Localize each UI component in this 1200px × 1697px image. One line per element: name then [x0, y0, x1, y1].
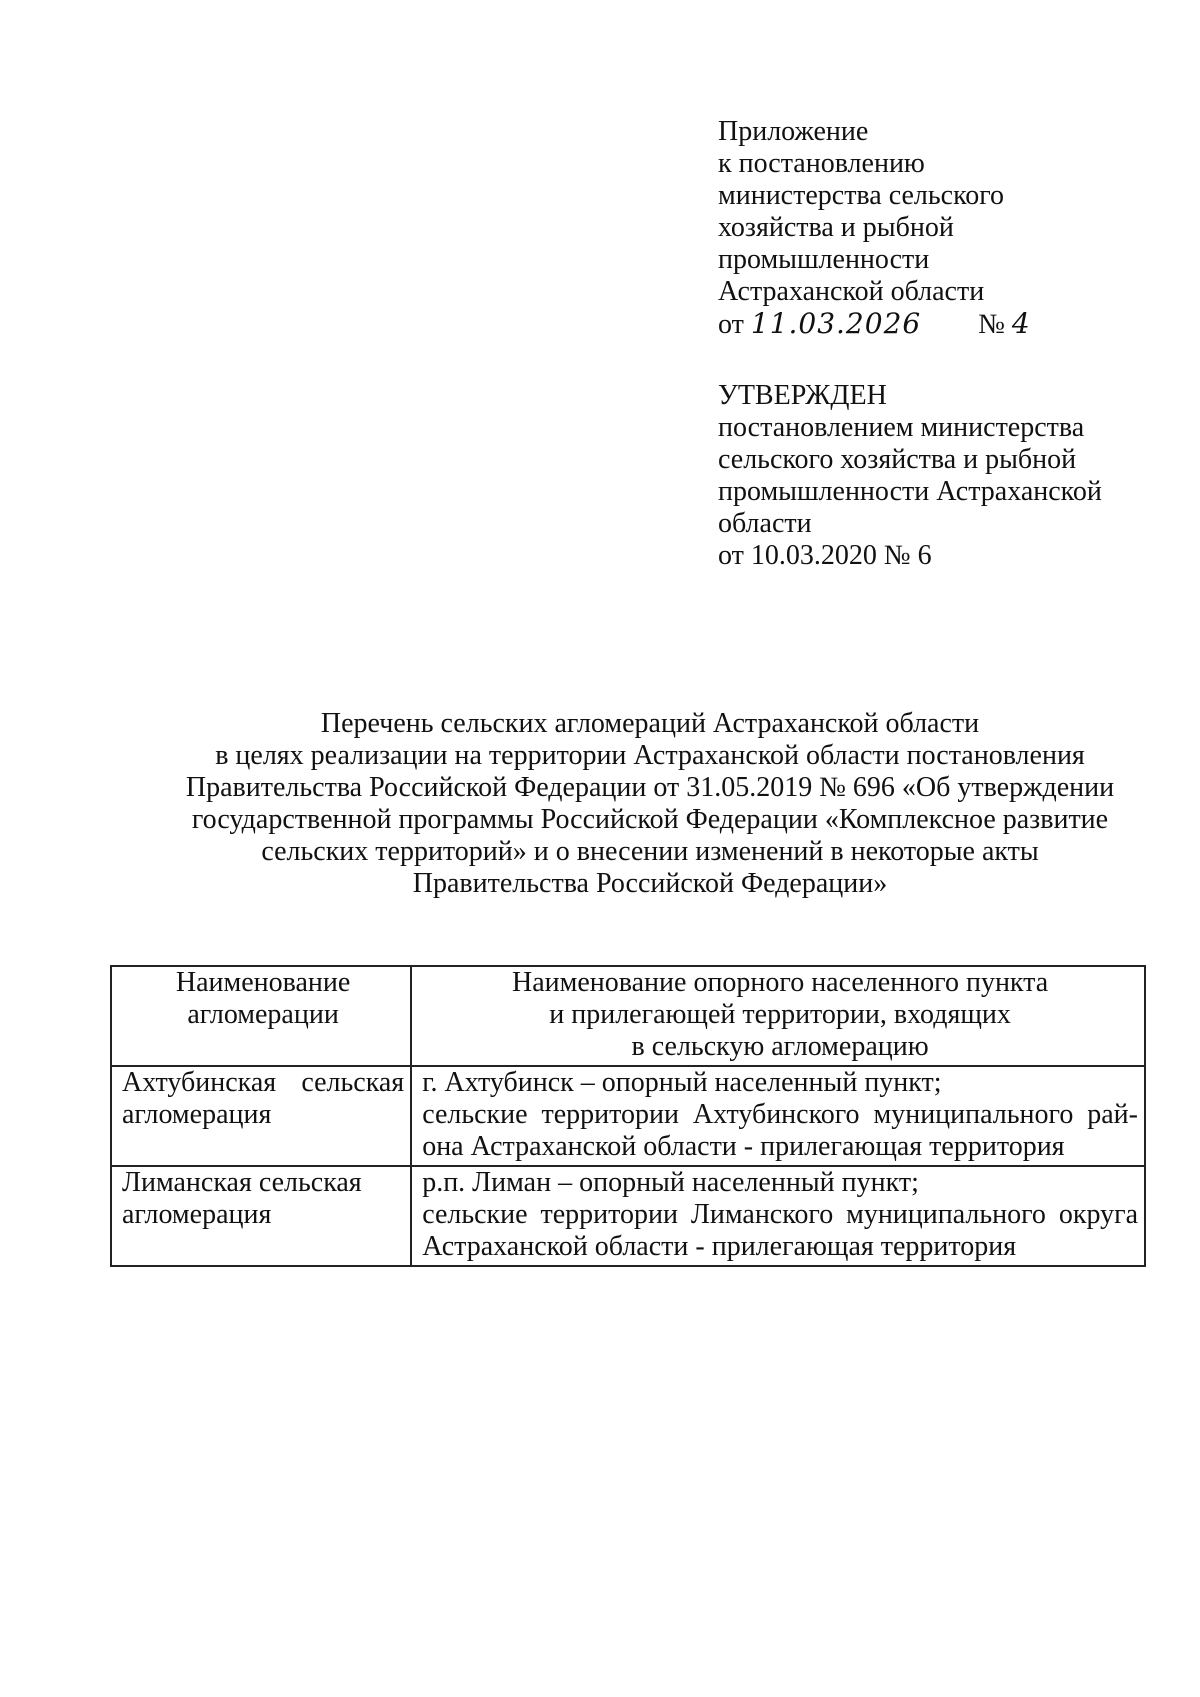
approved-line: сельского хозяйства и рыбной: [718, 444, 1077, 475]
cell-line: Лиманская сельская: [122, 1167, 362, 1198]
header-line: Наименование опорного населенного пункта: [512, 967, 1049, 998]
annex-line: к постановлению: [718, 148, 925, 179]
approved-heading: УТВЕРЖДЕН: [718, 380, 887, 411]
cell-line: сельские территории Ахтубинского муниципального рай-: [422, 1099, 1138, 1130]
annex-line: Астраханской области: [718, 276, 985, 307]
agglomeration-table: [110, 965, 1146, 1267]
document-title: [150, 708, 1150, 900]
cell-line: сельские территории Лиманского муниципального округа: [422, 1199, 1138, 1230]
table-row: [111, 1066, 1145, 1166]
approved-line: области: [718, 508, 812, 539]
table-row: [111, 1166, 1145, 1266]
annex-line: промышленности: [718, 244, 930, 275]
title-line: Правительства Российской Федерации»: [412, 868, 888, 899]
annex-header: [718, 116, 1031, 341]
title-line: государственной программы Российской Федерации «Комплексное развитие: [191, 804, 1109, 835]
annex-handwritten-date: 11.03.2026: [750, 307, 922, 340]
annex-date-line: [718, 308, 1031, 341]
title-line: в целях реализации на территории Астраханской области постановления: [215, 740, 1085, 771]
cell-line: г. Ахтубинск – опорный населенный пункт;: [422, 1067, 942, 1098]
header-line: и прилегающей территории, входящих: [549, 999, 1011, 1030]
cell-line: агломерация: [122, 1099, 272, 1130]
cell-line: она Астраханской области - прилегающая территория: [422, 1131, 1065, 1162]
annex-handwritten-number: 4: [1011, 307, 1031, 340]
cell-line: Ахтубинская сельская: [122, 1067, 405, 1098]
approved-line: от 10.03.2020 № 6: [718, 540, 932, 571]
cell-line: р.п. Лиман – опорный населенный пункт;: [422, 1167, 919, 1198]
header-cell-details: [411, 966, 1145, 1066]
annex-line: Приложение: [718, 116, 869, 147]
approval-stamp-block: [718, 380, 1102, 572]
agglomeration-details-cell: [411, 1066, 1145, 1166]
header-line: агломерации: [187, 999, 339, 1030]
approved-line: промышленности Астраханской: [718, 476, 1102, 507]
title-line: Правительства Российской Федерации от 31.05.2019 № 696 «Об утверждении: [185, 772, 1115, 803]
annex-number-label: №: [978, 309, 1005, 340]
agglomeration-details-cell: [411, 1166, 1145, 1266]
header-line: в сельскую агломерацию: [631, 1031, 929, 1062]
annex-line: министерства сельского: [718, 180, 1005, 211]
annex-date-prefix: от: [718, 309, 744, 340]
cell-line: агломерация: [122, 1199, 272, 1230]
title-line: Перечень сельских агломераций Астраханской области: [320, 708, 980, 739]
approved-line: постановлением министерства: [718, 412, 1085, 443]
annex-line: хозяйства и рыбной: [718, 212, 954, 243]
agglomeration-name-cell: [111, 1066, 411, 1166]
title-line: сельских территорий» и о внесении изменений в некоторые акты: [261, 836, 1039, 867]
table-header-row: [111, 966, 1145, 1066]
agglomeration-name-cell: [111, 1166, 411, 1266]
header-line: Наименование: [175, 967, 351, 998]
cell-line: Астраханской области - прилегающая территория: [422, 1231, 1017, 1262]
header-cell-name: [111, 966, 411, 1066]
